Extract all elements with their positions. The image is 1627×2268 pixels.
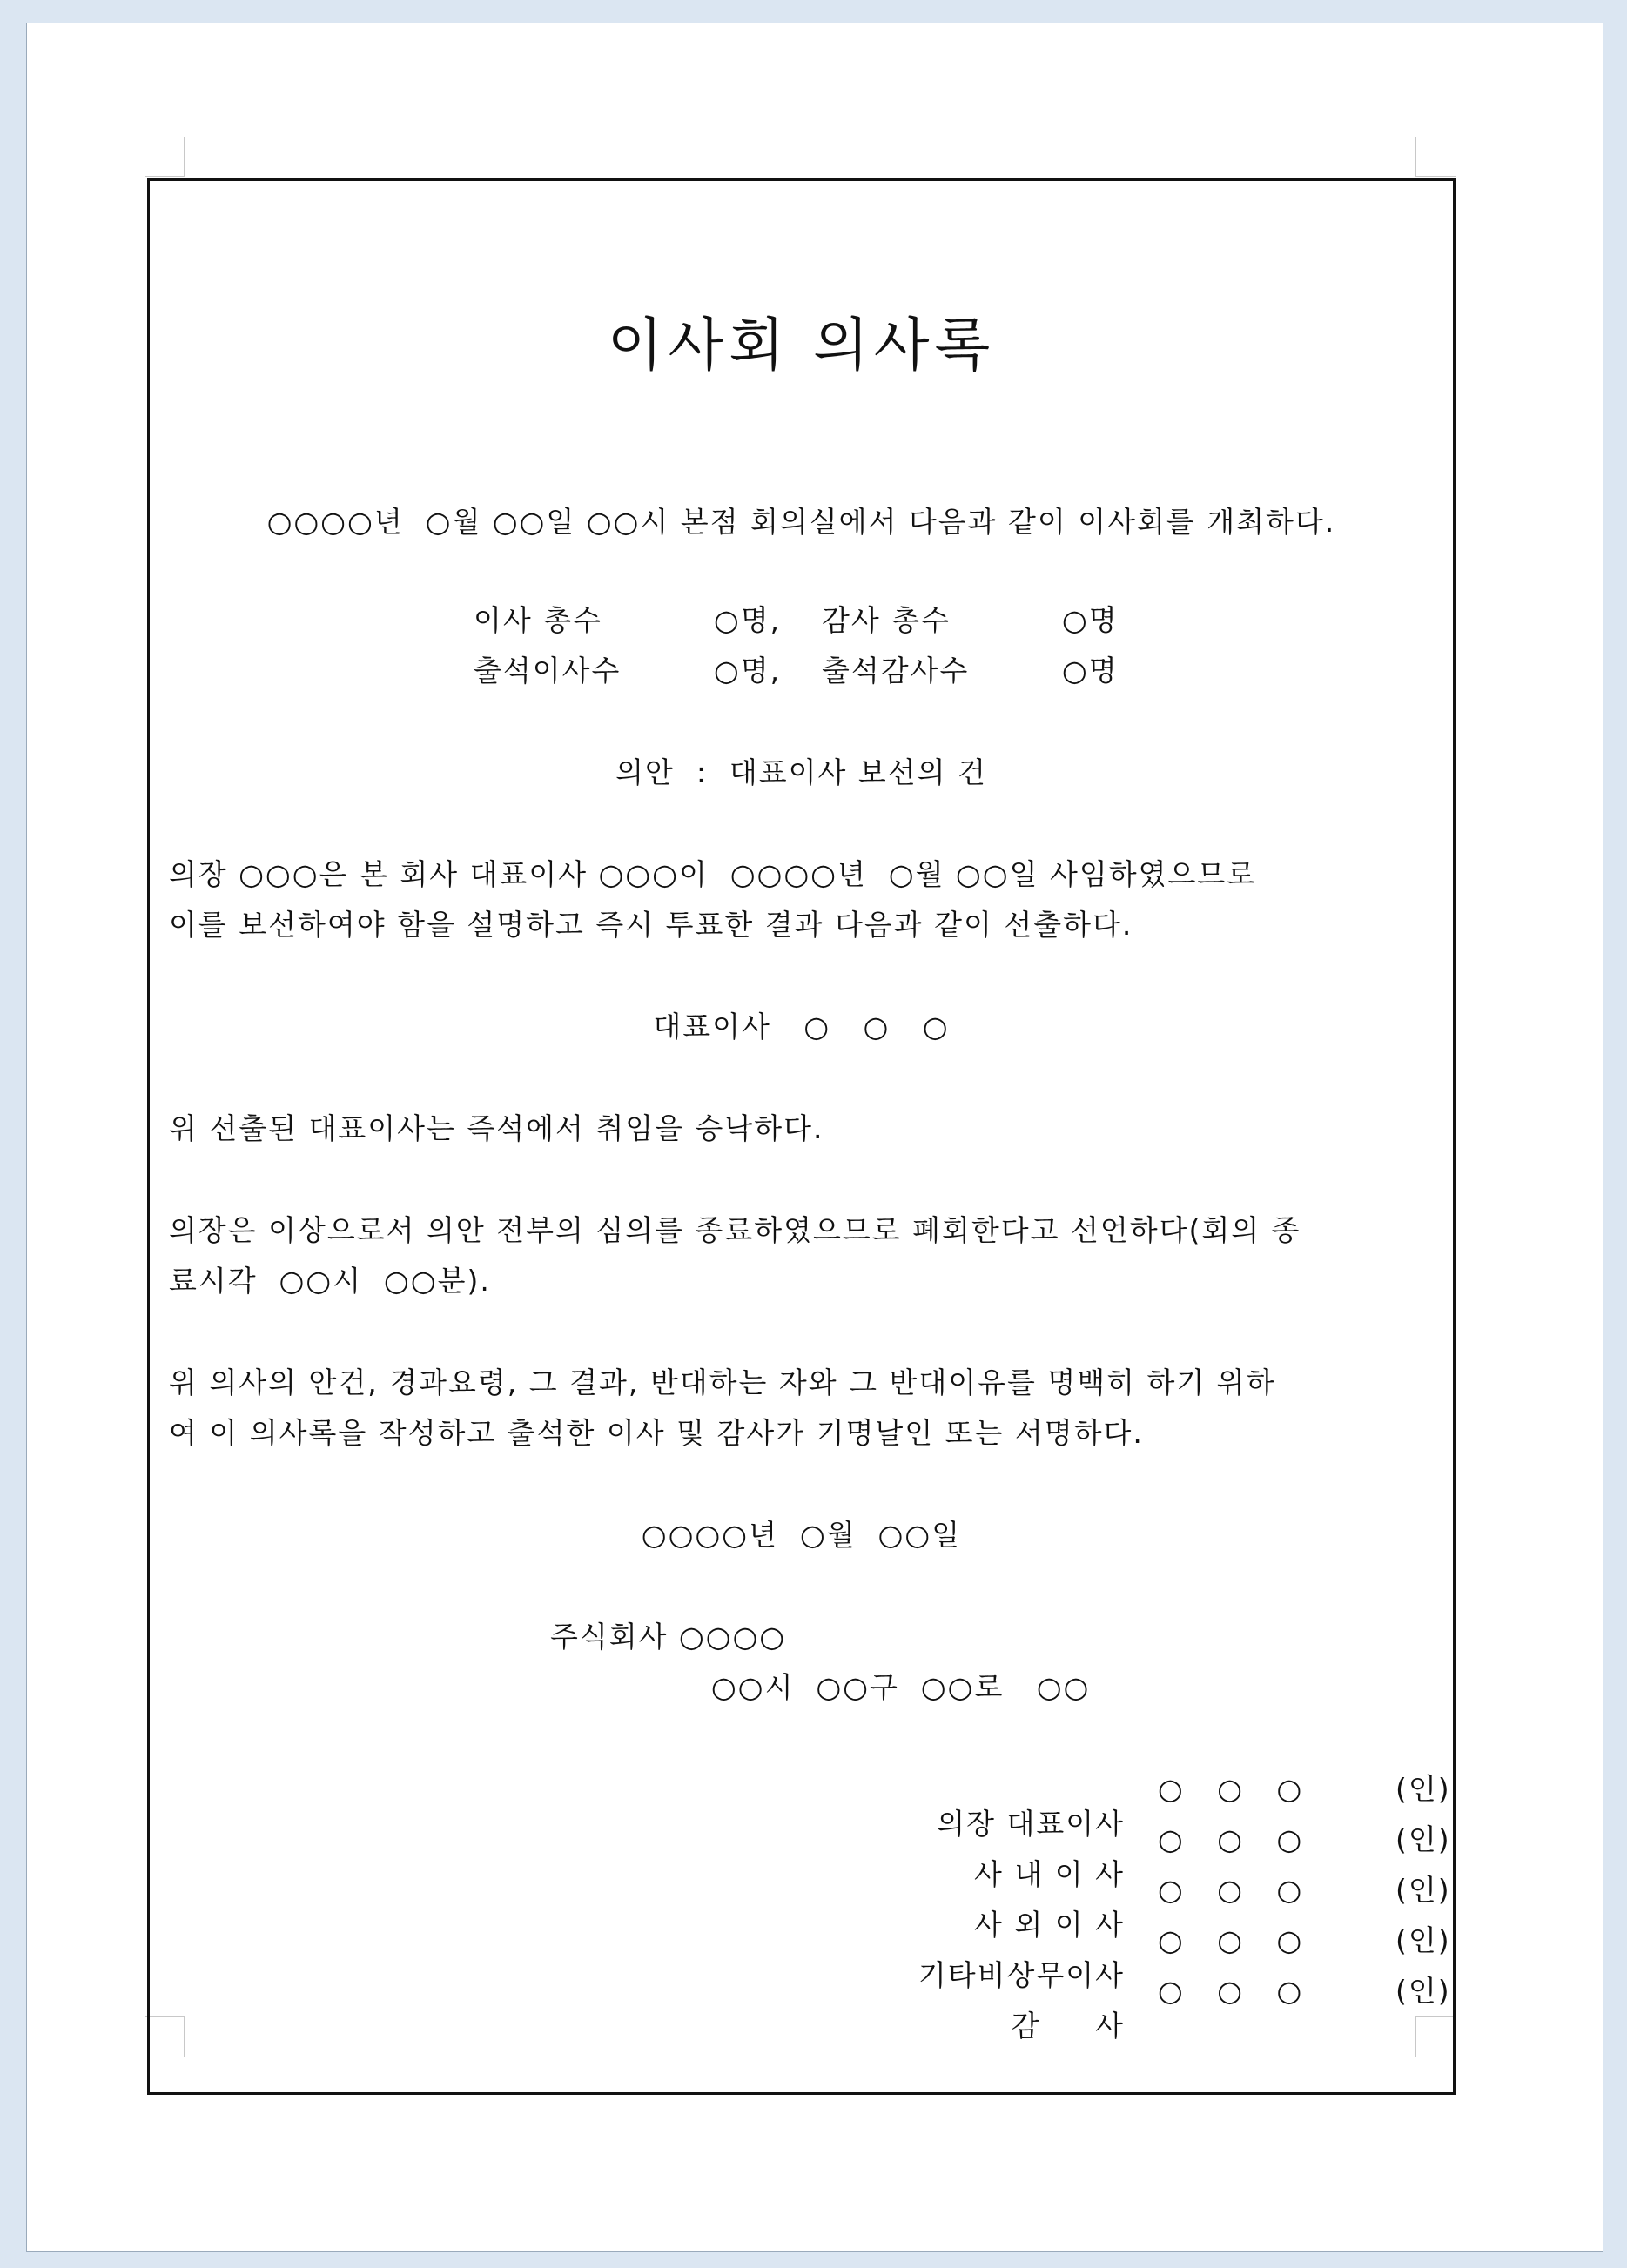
signatory-seal: (인) bbox=[1395, 1772, 1451, 1806]
signatory-role: 사 내 이 사 bbox=[974, 1857, 1125, 1891]
crop-mark-top-left bbox=[145, 137, 185, 177]
signatory-name: ○ ○ ○ bbox=[1158, 1923, 1304, 1957]
signatory-seal: (인) bbox=[1395, 1923, 1451, 1957]
total-directors-value: ○명, bbox=[714, 603, 782, 637]
document-frame bbox=[147, 178, 1456, 2095]
paragraph-4-line-1: 위 의사의 안건, 경과요령, 그 결과, 반대하는 자와 그 반대이유를 명백히 하기 위하 bbox=[169, 1365, 1276, 1399]
paragraph-1-line-1: 의장 ○○○은 본 회사 대표이사 ○○○이 ○○○○년 ○월 ○○일 사임하였으므로 bbox=[169, 857, 1257, 891]
signatory-role: 기타비상무이사 bbox=[918, 1958, 1125, 1992]
signatory-seal: (인) bbox=[1395, 1873, 1451, 1907]
signatory-row bbox=[637, 1974, 1125, 2078]
total-directors-label: 이사 총수 bbox=[474, 603, 603, 637]
present-auditors-label: 출석감사수 bbox=[822, 654, 970, 688]
signatory-name: ○ ○ ○ bbox=[1158, 1974, 1304, 2008]
signatory-role: 사 외 이 사 bbox=[974, 1908, 1125, 1942]
total-auditors-label: 감사 총수 bbox=[822, 603, 951, 637]
signatory-name: ○ ○ ○ bbox=[1158, 1822, 1304, 1856]
crop-mark-top-right bbox=[1415, 137, 1456, 177]
total-auditors-value: ○명 bbox=[1062, 603, 1119, 637]
elected-representative: 대표이사 ○ ○ ○ bbox=[653, 1010, 950, 1043]
document-date: ○○○○년 ○월 ○○일 bbox=[641, 1518, 962, 1552]
agenda-line: 의안 : 대표이사 보선의 건 bbox=[615, 755, 987, 789]
document-page bbox=[26, 23, 1603, 2252]
paragraph-1-line-2: 이를 보선하여야 함을 설명하고 즉시 투표한 결과 다음과 같이 선출하다. bbox=[169, 908, 1133, 942]
paragraph-2: 위 선출된 대표이사는 즉석에서 취임을 승낙하다. bbox=[169, 1111, 824, 1145]
present-auditors-value: ○명 bbox=[1062, 654, 1119, 688]
present-directors-value: ○명, bbox=[714, 654, 782, 688]
paragraph-3-line-1: 의장은 이상으로서 의안 전부의 심의를 종료하였으므로 폐회한다고 선언하다(회의 종 bbox=[169, 1213, 1301, 1247]
present-directors-label: 출석이사수 bbox=[474, 654, 622, 688]
company-name: 주식회사 ○○○○ bbox=[550, 1620, 787, 1654]
signatory-role: 감 사 bbox=[1011, 2009, 1125, 2043]
signatory-role: 의장 대표이사 bbox=[937, 1807, 1125, 1841]
signatory-name: ○ ○ ○ bbox=[1158, 1772, 1304, 1806]
company-address: ○○시 ○○구 ○○로 ○○ bbox=[711, 1670, 1091, 1704]
paragraph-3-line-2: 료시각 ○○시 ○○분). bbox=[169, 1264, 491, 1298]
paragraph-4-line-2: 여 이 의사록을 작성하고 출석한 이사 및 감사가 기명날인 또는 서명하다. bbox=[169, 1416, 1144, 1450]
signatory-name: ○ ○ ○ bbox=[1158, 1873, 1304, 1907]
intro-line: ○○○○년 ○월 ○○일 ○○시 본점 회의실에서 다음과 같이 이사회를 개최하다. bbox=[266, 505, 1336, 539]
signatory-seal: (인) bbox=[1395, 1974, 1451, 2008]
signatory-seal: (인) bbox=[1395, 1822, 1451, 1856]
document-title: 이사회 의사록 bbox=[607, 312, 996, 379]
